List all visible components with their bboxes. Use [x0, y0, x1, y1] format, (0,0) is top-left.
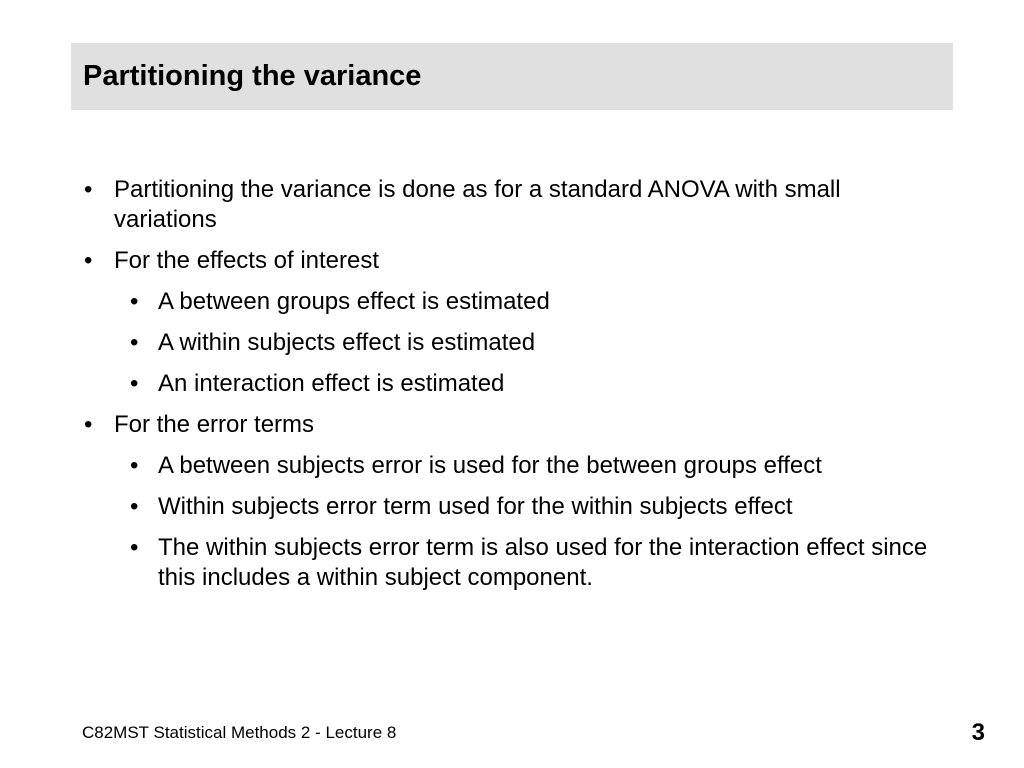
- sub-bullet-item: [84, 287, 934, 317]
- sub-bullet-item: [84, 451, 934, 481]
- bullet-text: Within subjects error term used for the within subjects effect: [158, 493, 793, 520]
- sub-bullet-item: [84, 492, 934, 522]
- bullet-marker: •: [130, 452, 139, 479]
- bullet-marker: •: [130, 493, 139, 520]
- bullet-list: [84, 175, 934, 593]
- bullet-marker: •: [130, 370, 139, 397]
- sub-bullet-item: [84, 533, 934, 593]
- bullet-item: [84, 246, 934, 276]
- bullet-marker: •: [84, 176, 93, 203]
- sub-bullet-item: [84, 369, 934, 399]
- bullet-text: A within subjects effect is estimated: [158, 329, 536, 356]
- bullet-item: [84, 410, 934, 440]
- bullet-text: An interaction effect is estimated: [158, 370, 505, 397]
- bullet-marker: •: [84, 411, 93, 438]
- bullet-text: Partitioning the variance is done as for a standard ANOVA with small variations: [114, 176, 841, 233]
- page-number: 3: [971, 719, 985, 746]
- bullet-text: A between subjects error is used for the between groups effect: [158, 452, 822, 479]
- footer-course-label: C82MST Statistical Methods 2 - Lecture 8: [82, 723, 397, 742]
- bullet-item: [84, 175, 934, 235]
- bullet-marker: •: [130, 534, 139, 561]
- title-bar: [71, 43, 953, 110]
- bullet-marker: •: [130, 288, 139, 315]
- slide-title: Partitioning the variance: [83, 60, 422, 92]
- bullet-text: A between groups effect is estimated: [158, 288, 550, 315]
- bullet-marker: •: [84, 247, 93, 274]
- bullet-marker: •: [130, 329, 139, 356]
- sub-bullet-item: [84, 328, 934, 358]
- bullet-text: The within subjects error term is also used for the interaction effect since this includes a within subject component.: [158, 534, 928, 591]
- bullet-text: For the error terms: [114, 411, 315, 438]
- bullet-text: For the effects of interest: [114, 247, 380, 274]
